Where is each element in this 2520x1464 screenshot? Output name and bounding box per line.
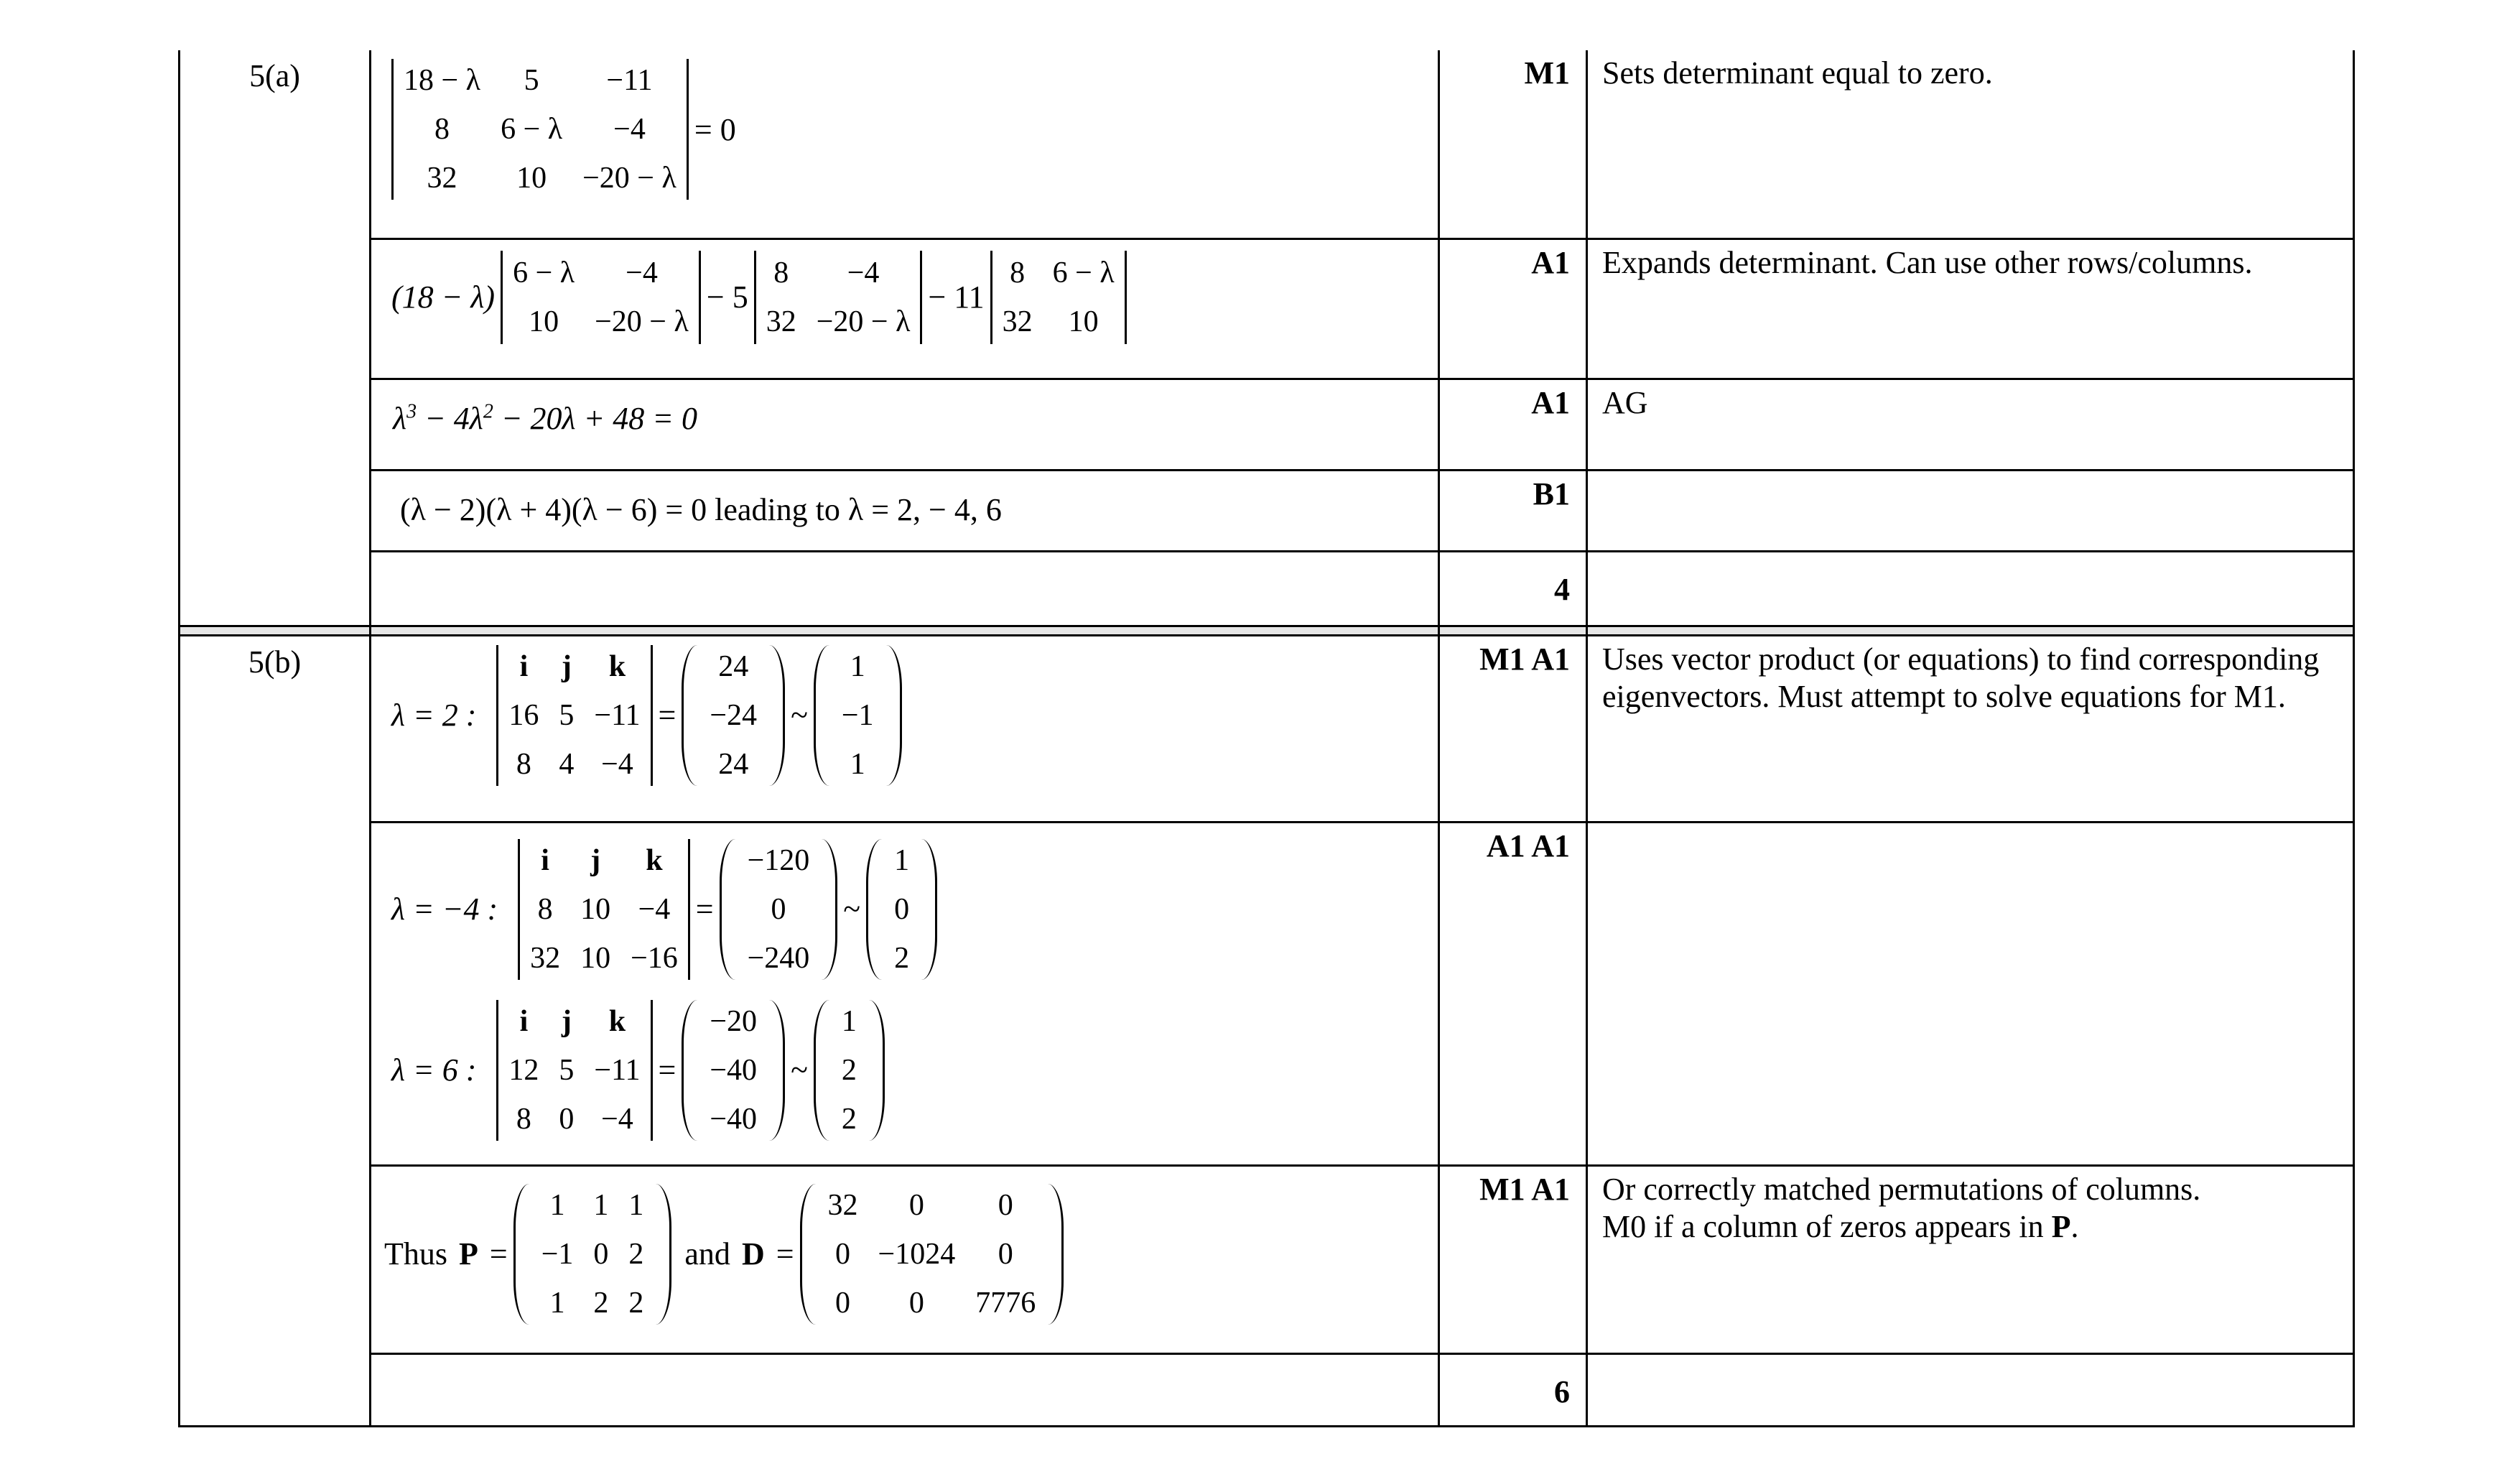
mark: M1 A1 bbox=[1479, 1171, 1570, 1207]
guidance: Expands determinant. Can use other rows/columns. bbox=[1602, 244, 2253, 280]
matrix-cell: 1 bbox=[850, 649, 865, 683]
matrix-cell: 0 bbox=[998, 1188, 1013, 1222]
table-row bbox=[180, 822, 2354, 1165]
matrix-cell: 2 bbox=[841, 1102, 857, 1136]
matrix-cell: 8 bbox=[537, 892, 553, 926]
matrix-cell: 24 bbox=[718, 649, 749, 683]
matrix-cell: 6 − λ bbox=[513, 256, 575, 289]
guidance bbox=[1588, 471, 2353, 476]
matrix-cell: 6 − λ bbox=[1052, 256, 1115, 289]
guidance: AG bbox=[1602, 384, 1648, 420]
matrix-cell: −40 bbox=[710, 1102, 758, 1136]
guidance: Sets determinant equal to zero. bbox=[1602, 55, 1993, 91]
matrix-cell: 8 bbox=[516, 747, 531, 781]
table-row bbox=[180, 379, 2354, 470]
matrix-cell: 2 bbox=[628, 1286, 644, 1320]
matrix-cell: k bbox=[646, 843, 663, 877]
table-row bbox=[180, 1353, 2354, 1426]
matrix-cell: −20 − λ bbox=[816, 305, 911, 338]
matrix-cell: −11 bbox=[594, 698, 641, 732]
matrix-cell: 32 bbox=[766, 305, 796, 338]
matrix-cell: −11 bbox=[606, 64, 653, 97]
matrix-cell: 1 bbox=[549, 1188, 565, 1222]
matrix-cell: 0 bbox=[998, 1237, 1013, 1271]
matrix-cell: −1 bbox=[541, 1237, 574, 1271]
eigenvector-lambda-2: λ = 2 : i j k 16 5 −11 8 4 −4 = 24 −24 24 ~ 1 −1 1 bbox=[371, 636, 1438, 789]
matrix-cell: 2 bbox=[628, 1237, 644, 1271]
matrix-cell: 8 bbox=[1010, 256, 1026, 289]
total-mark: 6 bbox=[1554, 1373, 1570, 1409]
matrix-cell: j bbox=[561, 649, 572, 683]
mark: A1 bbox=[1531, 384, 1570, 420]
matrix-cell: 16 bbox=[508, 698, 539, 732]
matrix-cell: 7776 bbox=[975, 1286, 1036, 1320]
matrix-cell: j bbox=[590, 843, 601, 877]
matrix-cell: 32 bbox=[827, 1188, 858, 1222]
section-divider bbox=[180, 626, 2354, 635]
matrix-cell: i bbox=[541, 843, 549, 877]
matrix-cell: k bbox=[608, 1004, 626, 1038]
matrix-cell: −4 bbox=[613, 113, 646, 146]
guidance bbox=[1588, 823, 2353, 828]
matrix-cell: 6 − λ bbox=[501, 113, 563, 146]
expansion-coefficient: − 5 bbox=[706, 279, 748, 315]
matrix-cell: 0 bbox=[559, 1102, 575, 1136]
mark: B1 bbox=[1533, 476, 1570, 511]
matrix-cell: 2 bbox=[894, 941, 910, 975]
matrix-cell: 1 bbox=[549, 1286, 565, 1320]
matrix-cell: −11 bbox=[594, 1053, 641, 1087]
matrix-cell: 10 bbox=[580, 892, 611, 926]
matrix-cell: 8 bbox=[773, 256, 789, 289]
matrix-cell: 5 bbox=[524, 64, 539, 97]
guidance: Uses vector product (or equations) to find corresponding eigenvectors. Must attempt to solve equations for M1. bbox=[1602, 641, 2320, 714]
matrix-cell: 5 bbox=[559, 1053, 575, 1087]
matrix-cell: 32 bbox=[1002, 305, 1033, 338]
expansion-coefficient: (18 − λ) bbox=[391, 279, 496, 315]
guidance: Or correctly matched permutations of columns. M0 if a column of zeros appears in P. bbox=[1602, 1171, 2201, 1244]
matrix-cell: i bbox=[519, 649, 529, 683]
matrix-cell: −40 bbox=[710, 1053, 758, 1087]
matrix-cell: 0 bbox=[771, 892, 786, 926]
matrices-p-and-d: Thus P = 1 1 1 −1 0 2 1 2 2 and D = 32 0 0 0 −1024 0 0 0 7776 bbox=[371, 1167, 1438, 1328]
table-row bbox=[180, 50, 2354, 238]
expansion-coefficient: − 11 bbox=[928, 279, 985, 315]
total-mark: 4 bbox=[1554, 571, 1570, 607]
matrix-cell: −4 bbox=[847, 256, 880, 289]
matrix-cell: 1 bbox=[628, 1188, 644, 1222]
matrix-cell: 8 bbox=[516, 1102, 531, 1136]
matrix-cell: −1024 bbox=[878, 1237, 956, 1271]
table-row bbox=[180, 551, 2354, 626]
matrix-cell: 1 bbox=[850, 747, 865, 781]
mark: M1 bbox=[1524, 55, 1570, 91]
matrix-cell: 2 bbox=[593, 1286, 609, 1320]
matrix-cell: −4 bbox=[638, 892, 671, 926]
determinant-equation bbox=[371, 50, 1438, 203]
matrix-cell: −20 − λ bbox=[582, 162, 677, 195]
matrix-cell: 4 bbox=[559, 747, 575, 781]
matrix-cell: −4 bbox=[601, 747, 633, 781]
matrix-cell: 8 bbox=[434, 113, 450, 146]
mark: A1 A1 bbox=[1486, 828, 1570, 863]
matrix-cell: 32 bbox=[530, 941, 561, 975]
matrix-cell: 2 bbox=[841, 1053, 857, 1087]
mark: A1 bbox=[1531, 244, 1570, 280]
question-label: 5(a) bbox=[249, 58, 300, 93]
matrix-cell: 0 bbox=[894, 892, 910, 926]
matrix-cell: 5 bbox=[559, 698, 575, 732]
table-row bbox=[180, 238, 2354, 379]
matrix-cell: −20 − λ bbox=[595, 305, 689, 338]
matrix-cell: 0 bbox=[593, 1237, 609, 1271]
matrix-cell: 12 bbox=[508, 1053, 539, 1087]
matrix-cell: −240 bbox=[747, 941, 810, 975]
matrix-cell: 10 bbox=[1068, 305, 1099, 338]
matrix-cell: −24 bbox=[710, 698, 758, 732]
matrix-cell: i bbox=[519, 1004, 529, 1038]
matrix-cell: k bbox=[608, 649, 626, 683]
determinant-expansion bbox=[371, 240, 1438, 346]
table-row bbox=[180, 1165, 2354, 1353]
question-label: 5(b) bbox=[248, 644, 302, 680]
mark: M1 A1 bbox=[1479, 641, 1570, 677]
matrix-cell: 0 bbox=[908, 1286, 924, 1320]
eigenvector-lambda-minus-4: λ = −4 : i j k 8 10 −4 32 10 −16 = −120 0 −240 ~ 1 0 2 bbox=[371, 823, 1438, 983]
characteristic-equation: $\lambda^3 - 4\lambda^2 - 20\lambda + 48 = 0$ bbox=[393, 399, 697, 436]
equals-zero: = 0 bbox=[694, 111, 736, 147]
matrix-cell: −4 bbox=[626, 256, 658, 289]
matrix-cell: 10 bbox=[580, 941, 611, 975]
matrix-cell: 10 bbox=[529, 305, 559, 338]
matrix-cell: j bbox=[561, 1004, 572, 1038]
mark-scheme-table bbox=[178, 50, 2355, 1427]
matrix-cell: 18 − λ bbox=[404, 64, 481, 97]
factorised-equation: (λ − 2)(λ + 4)(λ − 6) = 0 leading to λ = 2, − 4, 6 bbox=[400, 491, 1002, 527]
matrix-cell: −120 bbox=[747, 843, 810, 877]
matrix-cell: 1 bbox=[841, 1004, 857, 1038]
matrix-cell: 10 bbox=[516, 162, 547, 195]
matrix-cell: −4 bbox=[601, 1102, 633, 1136]
eigenvector-lambda-6: λ = 6 : i j k 12 5 −11 8 0 −4 = −20 −40 −40 ~ 1 2 2 bbox=[371, 983, 1438, 1144]
matrix-cell: −20 bbox=[710, 1004, 758, 1038]
matrix-cell: −16 bbox=[631, 941, 678, 975]
table-row bbox=[180, 470, 2354, 551]
matrix-cell: 24 bbox=[718, 747, 749, 781]
matrix-cell: 32 bbox=[427, 162, 457, 195]
matrix-cell: −1 bbox=[841, 698, 874, 732]
matrix-cell: 1 bbox=[593, 1188, 609, 1222]
matrix-cell: 0 bbox=[835, 1237, 851, 1271]
table-row bbox=[180, 635, 2354, 822]
matrix-cell: 1 bbox=[894, 843, 910, 877]
matrix-cell: 0 bbox=[835, 1286, 851, 1320]
matrix-cell: 0 bbox=[908, 1188, 924, 1222]
